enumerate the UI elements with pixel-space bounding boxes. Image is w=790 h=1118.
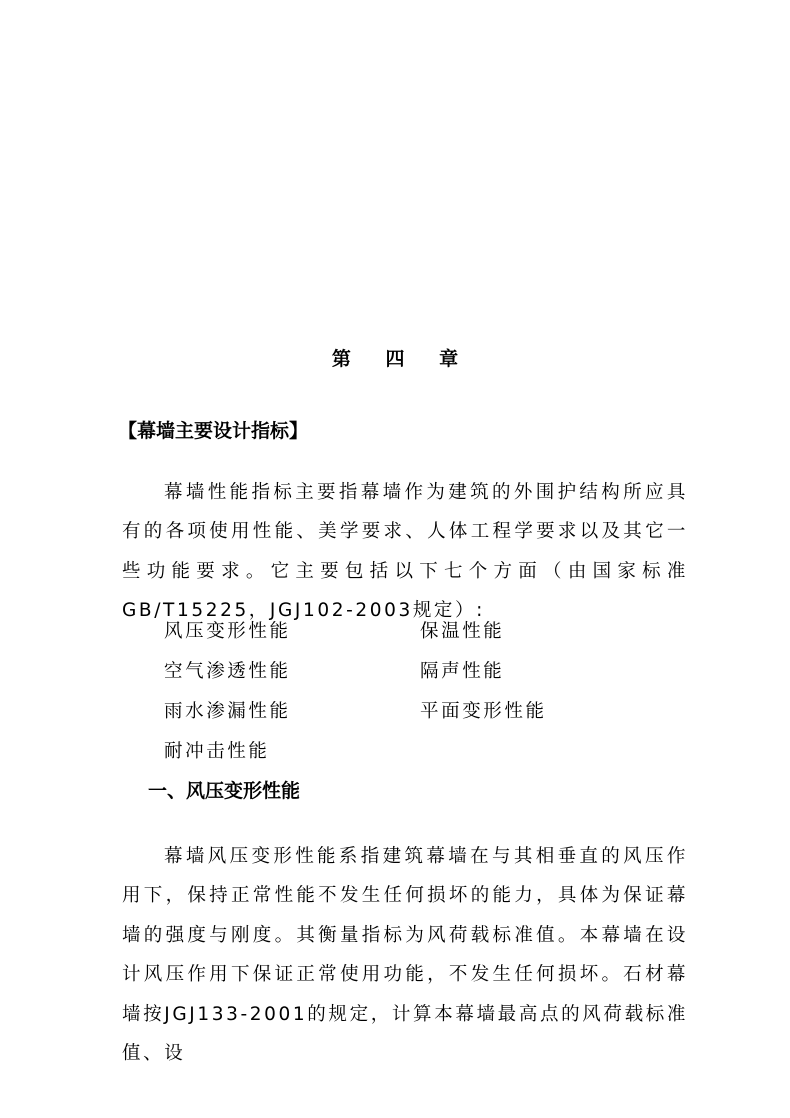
chapter-title: 第 四 章	[331, 348, 473, 370]
list-item: 保温性能	[420, 621, 505, 642]
list-item: 平面变形性能	[420, 701, 547, 722]
list-item: 雨水渗漏性能	[164, 701, 291, 722]
list-item: 耐冲击性能	[164, 741, 270, 762]
subsection-heading: 一、风压变形性能	[148, 780, 301, 802]
subsection-paragraph: 幕墙风压变形性能系指建筑幕墙在与其相垂直的风压作用下，保持正常性能不发生任何损坏的能力，具体为保证幕墙的强度与刚度。其衡量指标为风荷载标准值。本幕墙在设计风压作用下保证正常使用功能，不发生任何损坏。石材幕墙按JGJ133-2001的规定，计算本幕墙最高点的风荷载标准值、设	[122, 845, 688, 1064]
section-heading: 【幕墙主要设计指标】	[118, 420, 309, 442]
list-item: 空气渗透性能	[164, 661, 291, 682]
performance-list	[164, 612, 604, 772]
intro-paragraph: 幕墙性能指标主要指幕墙作为建筑的外围护结构所应具有的各项使用性能、美学要求、人体工程学要求以及其它一些功能要求。它主要包括以下七个方面（由国家标准GB/T15225，JGJ102-2003规定）:	[122, 481, 688, 621]
list-item: 隔声性能	[420, 661, 505, 682]
list-item: 风压变形性能	[164, 621, 291, 642]
